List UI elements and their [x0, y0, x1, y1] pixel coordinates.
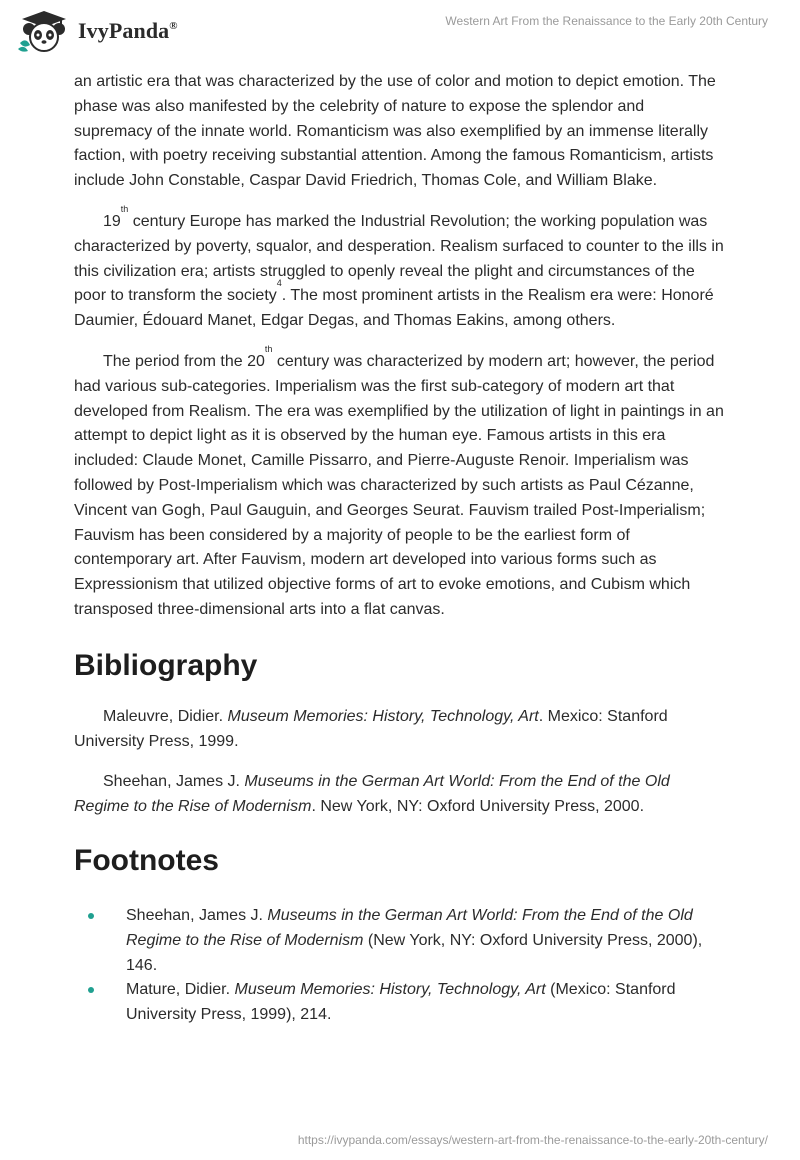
bibliography-entry: Maleuvre, Didier. Museum Memories: History, Technology, Art. Mexico: Stanford University Press, 1999.	[74, 707, 668, 750]
bibliography-entry: Sheehan, James J. Museums in the German Art World: From the End of the Old Regime to the Rise of Modernism. New York, NY: Oxford University Press, 2000.	[74, 773, 670, 816]
bibliography-heading: Bibliography	[74, 648, 258, 682]
footnotes-heading: Footnotes	[74, 843, 219, 877]
bullet-icon	[88, 913, 94, 919]
footnote-item: Mature, Didier. Museum Memories: History, Technology, Art (Mexico: Stanford University Press, 1999), 214.	[74, 978, 726, 1028]
footnote-ref-4[interactable]: 4	[276, 278, 282, 289]
footnote-item: Sheehan, James J. Museums in the German Art World: From the End of the Old Regime to the Rise of Modernism (New York, NY: Oxford University Press, 2000), 146.	[74, 904, 726, 978]
ivypanda-logo[interactable]	[16, 9, 178, 53]
document-body	[74, 70, 726, 1028]
panda-graduate-icon	[16, 9, 72, 53]
paragraph-modern-art: The period from the 20th century was characterized by modern art; however, the period had various sub-categories. Imperialism was the first sub-category of modern art that developed from Realism. The era was exemplified by the utilization of light in paintings in an attempt to depict light as it is observed by the human eye. Famous artists in this era included: Claude Monet, Camille Pissarro, and Pierre-Auguste Renoir. Imperialism was followed by Post-Imperialism which was characterized by such artists as Paul Cézanne, Vincent van Gogh, Paul Gauguin, and Georges Seurat. Fauvism trailed Post-Imperialism; Fauvism has been considered by a majority of people to be the earliest form of contemporary art. After Fauvism, modern art developed into various forms such as Expressionism that utilized objective forms of art to evoke emotions, and Cubism which transposed three-dimensional arts into a flat canvas.	[74, 343, 724, 618]
logo-text: IvyPanda®	[78, 18, 178, 43]
paragraph-romanticism: an artistic era that was characterized by the use of color and motion to depict emotion. The phase was also manifested by the celebrity of nature to expose the splendor and supremacy of the innate world. Romanticism was also exemplified by an immense literally faction, with poetry receiving substantial attention. Among the famous Romanticism, artists include John Constable, Caspar David Friedrich, Thomas Cole, and William Blake.	[74, 73, 716, 190]
superscript-th: th	[264, 343, 273, 354]
paragraph-realism: 19th century Europe has marked the Industrial Revolution; the working population was characterized by poverty, squalor, and desperation. Realism surfaced to counter to the ills in this civilization era; artists struggled to openly reveal the plight and circumstances of the poor to transform the society$^4$. The most prominent artists in the Realism era were: Honoré Daumier, Édouard Manet, Edgar Degas, and Thomas Eakins, among others.	[74, 203, 724, 330]
superscript-th: th	[120, 203, 129, 214]
document-title: Western Art From the Renaissance to the Early 20th Century	[445, 14, 768, 28]
footnotes-list	[74, 904, 726, 1028]
registered-mark: ®	[169, 20, 178, 32]
page-header	[0, 0, 800, 70]
footer-url[interactable]: https://ivypanda.com/essays/western-art-from-the-renaissance-to-the-early-20th-century/	[297, 1133, 768, 1147]
bullet-icon	[88, 987, 94, 993]
